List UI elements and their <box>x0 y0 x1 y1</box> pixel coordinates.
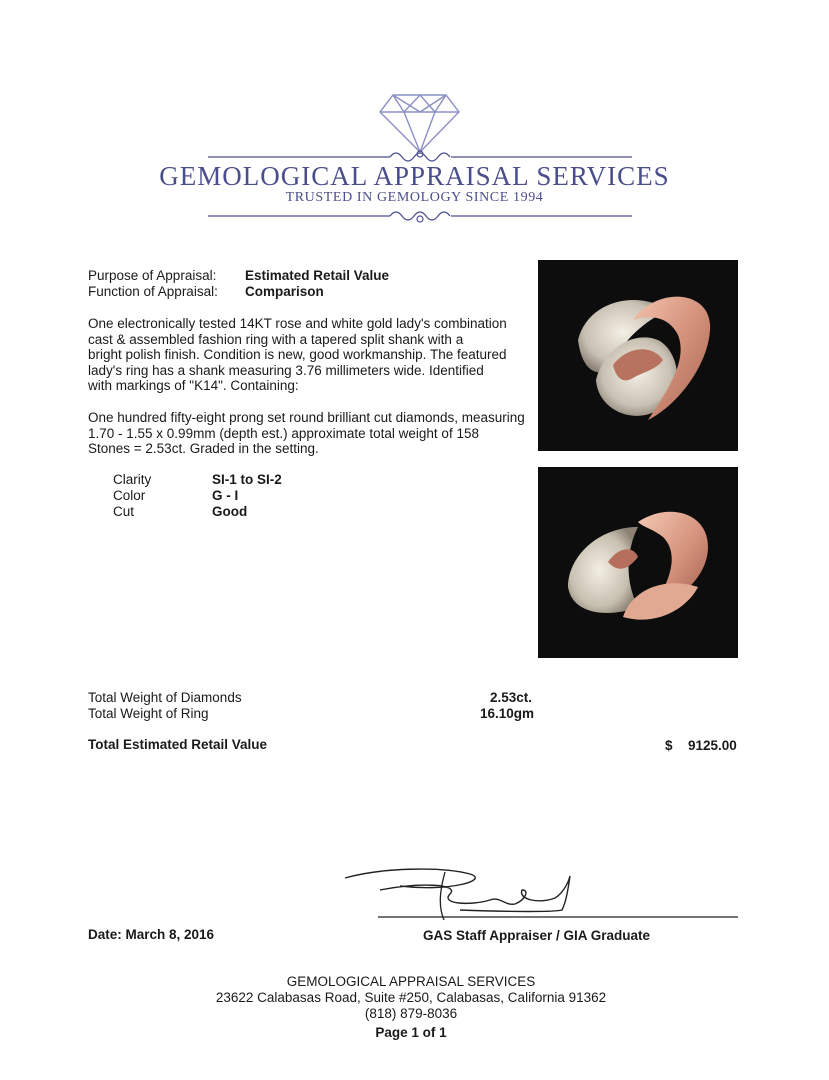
top-rule <box>208 151 632 161</box>
cut-value: Good <box>212 504 248 519</box>
ring-weight-label: Total Weight of Ring <box>88 706 209 721</box>
ring-weight-value: 16.10gm <box>480 706 535 721</box>
ring-photo-bottom <box>538 467 738 658</box>
appraiser-signature <box>340 860 740 930</box>
description-line: One electronically tested 14KT rose and white gold lady's combination <box>88 316 507 331</box>
clarity-label: Clarity <box>113 472 152 487</box>
footer-phone: (818) 879-8036 <box>364 1006 458 1021</box>
description-line: with markings of "K14". Containing: <box>88 378 299 393</box>
page-number: Page 1 of 1 <box>375 1025 447 1040</box>
purpose-value: Estimated Retail Value <box>245 268 390 283</box>
clarity-value: SI-1 to SI-2 <box>212 472 282 487</box>
retail-value-amount: 9125.00 <box>688 738 737 753</box>
item-description <box>88 316 507 394</box>
description-line: lady's ring has a shank measuring 3.76 millimeters wide. Identified <box>88 362 484 378</box>
color-label: Color <box>113 488 146 503</box>
footer-address: 23622 Calabasas Road, Suite #250, Calabasas, California 91362 <box>215 990 607 1005</box>
company-tagline: TRUSTED IN GEMOLOGY SINCE 1994 <box>285 190 544 205</box>
function-label: Function of Appraisal: <box>88 284 218 299</box>
diamond-weight-label: Total Weight of Diamonds <box>88 690 242 705</box>
ring-image <box>538 260 738 451</box>
purpose-label: Purpose of Appraisal: <box>88 268 217 283</box>
stones-description <box>88 410 525 457</box>
appraiser-title: GAS Staff Appraiser / GIA Graduate <box>423 928 651 943</box>
stones-line: Stones = 2.53ct. Graded in the setting. <box>88 441 319 456</box>
color-value: G - I <box>212 488 239 503</box>
stones-line: 1.70 - 1.55 x 0.99mm (depth est.) approximate total weight of 158 <box>88 425 479 441</box>
ring-photo-top <box>538 260 738 451</box>
description-line: bright polish finish. Condition is new, good workmanship. The featured <box>88 347 507 362</box>
appraisal-date: Date: March 8, 2016 <box>88 927 215 942</box>
bottom-rule <box>208 212 632 222</box>
cut-label: Cut <box>113 504 135 519</box>
retail-value-label: Total Estimated Retail Value <box>88 737 268 752</box>
company-name: GEMOLOGICAL APPRAISAL SERVICES <box>159 161 670 191</box>
diamond-icon <box>380 95 459 152</box>
diamond-weight-value: 2.53ct. <box>490 690 533 705</box>
function-value: Comparison <box>245 284 324 299</box>
ring-image <box>538 467 738 658</box>
footer-company: GEMOLOGICAL APPRAISAL SERVICES <box>286 974 536 989</box>
stones-line: One hundred fifty-eight prong set round brilliant cut diamonds, measuring <box>88 410 525 425</box>
currency-symbol: $ <box>665 738 673 753</box>
description-line: cast & assembled fashion ring with a tapered split shank with a <box>88 331 464 347</box>
